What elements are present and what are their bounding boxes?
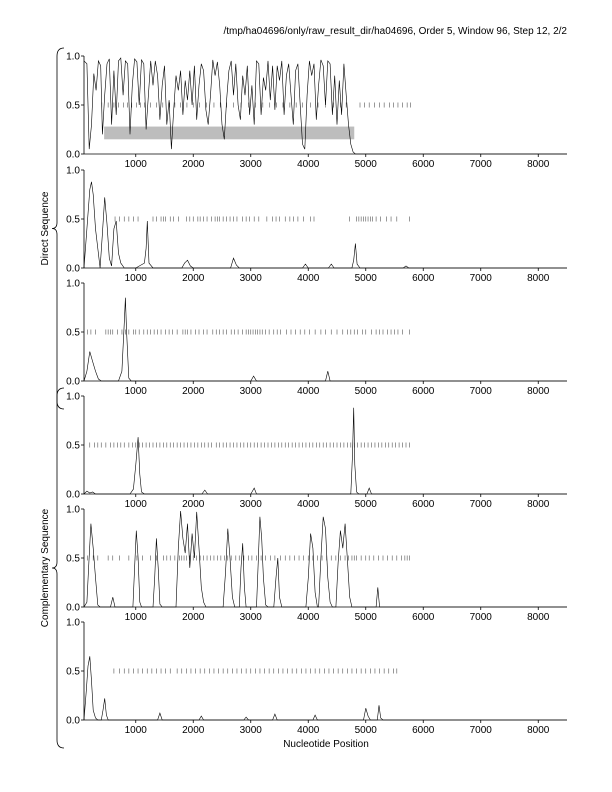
y-tick-label: 1.0: [66, 165, 80, 177]
x-tick-label: 1000: [124, 725, 147, 736]
y-tick-label: 0.0: [66, 376, 80, 388]
y-tick-label: 0.0: [66, 602, 80, 614]
panel-5: [66, 505, 567, 624]
x-tick-label: 1000: [124, 273, 147, 284]
x-tick-label: 5000: [354, 273, 377, 284]
x-tick-label: 3000: [239, 159, 262, 170]
x-tick-label: 4000: [297, 725, 320, 736]
x-tick-label: 5000: [354, 159, 377, 170]
x-tick-label: 4000: [297, 612, 320, 623]
y-tick-label: 0.5: [66, 100, 80, 112]
x-tick-label: 1000: [124, 159, 147, 170]
panel-1: [66, 52, 567, 171]
y-tick-label: 1.0: [66, 504, 80, 516]
x-tick-label: 3000: [239, 499, 262, 510]
x-tick-label: 5000: [354, 499, 377, 510]
x-tick-label: 6000: [412, 273, 435, 284]
x-tick-label: 4000: [297, 499, 320, 510]
x-tick-label: 7000: [469, 612, 492, 623]
probability-trace: [84, 182, 567, 268]
x-tick-label: 1000: [124, 386, 147, 397]
y-tick-label: 0.0: [66, 263, 80, 275]
x-tick-label: 1000: [124, 612, 147, 623]
y-tick-label: 0.0: [66, 715, 80, 727]
x-tick-label: 3000: [239, 612, 262, 623]
x-tick-label: 1000: [124, 499, 147, 510]
y-tick-label: 1.0: [66, 278, 80, 290]
x-tick-label: 8000: [527, 386, 550, 397]
y-tick-label: 1.0: [66, 51, 80, 63]
x-tick-label: 5000: [354, 386, 377, 397]
x-tick-label: 4000: [297, 159, 320, 170]
group-brackets: [40, 48, 64, 748]
x-tick-label: 3000: [239, 386, 262, 397]
panel-4: [66, 392, 567, 511]
y-tick-label: 0.0: [66, 149, 80, 161]
probability-trace: [84, 298, 567, 381]
y-tick-label: 0.5: [66, 440, 80, 452]
x-tick-label: 2000: [182, 612, 205, 623]
x-tick-label: 2000: [182, 386, 205, 397]
x-tick-label: 2000: [182, 273, 205, 284]
panel-2: [66, 166, 567, 285]
panel-3: [66, 279, 567, 398]
y-tick-label: 1.0: [66, 391, 80, 403]
x-tick-label: 7000: [469, 499, 492, 510]
x-tick-label: 2000: [182, 499, 205, 510]
panel-6: [66, 618, 567, 737]
x-tick-label: 6000: [412, 386, 435, 397]
x-tick-label: 6000: [412, 612, 435, 623]
group-bracket: [52, 48, 64, 409]
x-tick-label: 6000: [412, 499, 435, 510]
group-bracket: [52, 388, 64, 748]
y-tick-label: 0.0: [66, 489, 80, 501]
y-tick-label: 0.5: [66, 214, 80, 226]
x-tick-label: 5000: [354, 725, 377, 736]
x-tick-label: 7000: [469, 159, 492, 170]
x-tick-label: 7000: [469, 725, 492, 736]
x-tick-label: 6000: [412, 725, 435, 736]
x-tick-label: 4000: [297, 386, 320, 397]
x-tick-label: 8000: [527, 612, 550, 623]
x-tick-label: 7000: [469, 273, 492, 284]
panels-group: [66, 52, 567, 737]
y-tick-label: 1.0: [66, 617, 80, 629]
x-tick-label: 8000: [527, 159, 550, 170]
x-tick-label: 8000: [527, 725, 550, 736]
probability-trace: [84, 656, 567, 720]
probability-trace: [84, 408, 567, 494]
x-tick-label: 2000: [182, 725, 205, 736]
x-tick-label: 4000: [297, 273, 320, 284]
y-tick-label: 0.5: [66, 327, 80, 339]
x-tick-label: 5000: [354, 612, 377, 623]
x-tick-label: 6000: [412, 159, 435, 170]
group-label-2: Complementary Sequence: [40, 508, 51, 628]
x-tick-label: 3000: [239, 273, 262, 284]
group-label-1: Direct Sequence: [40, 191, 51, 266]
x-tick-label: 3000: [239, 725, 262, 736]
x-tick-label: 7000: [469, 386, 492, 397]
x-axis-label: Nucleotide Position: [283, 739, 369, 750]
y-tick-label: 0.5: [66, 666, 80, 678]
x-tick-label: 2000: [182, 159, 205, 170]
file-header-title: /tmp/ha04696/only/raw_result_dir/ha04696, Order 5, Window 96, Step 12, 2/2: [223, 26, 567, 37]
y-tick-label: 0.5: [66, 553, 80, 565]
x-tick-label: 8000: [527, 499, 550, 510]
highlight-region: [104, 127, 354, 140]
x-tick-label: 8000: [527, 273, 550, 284]
